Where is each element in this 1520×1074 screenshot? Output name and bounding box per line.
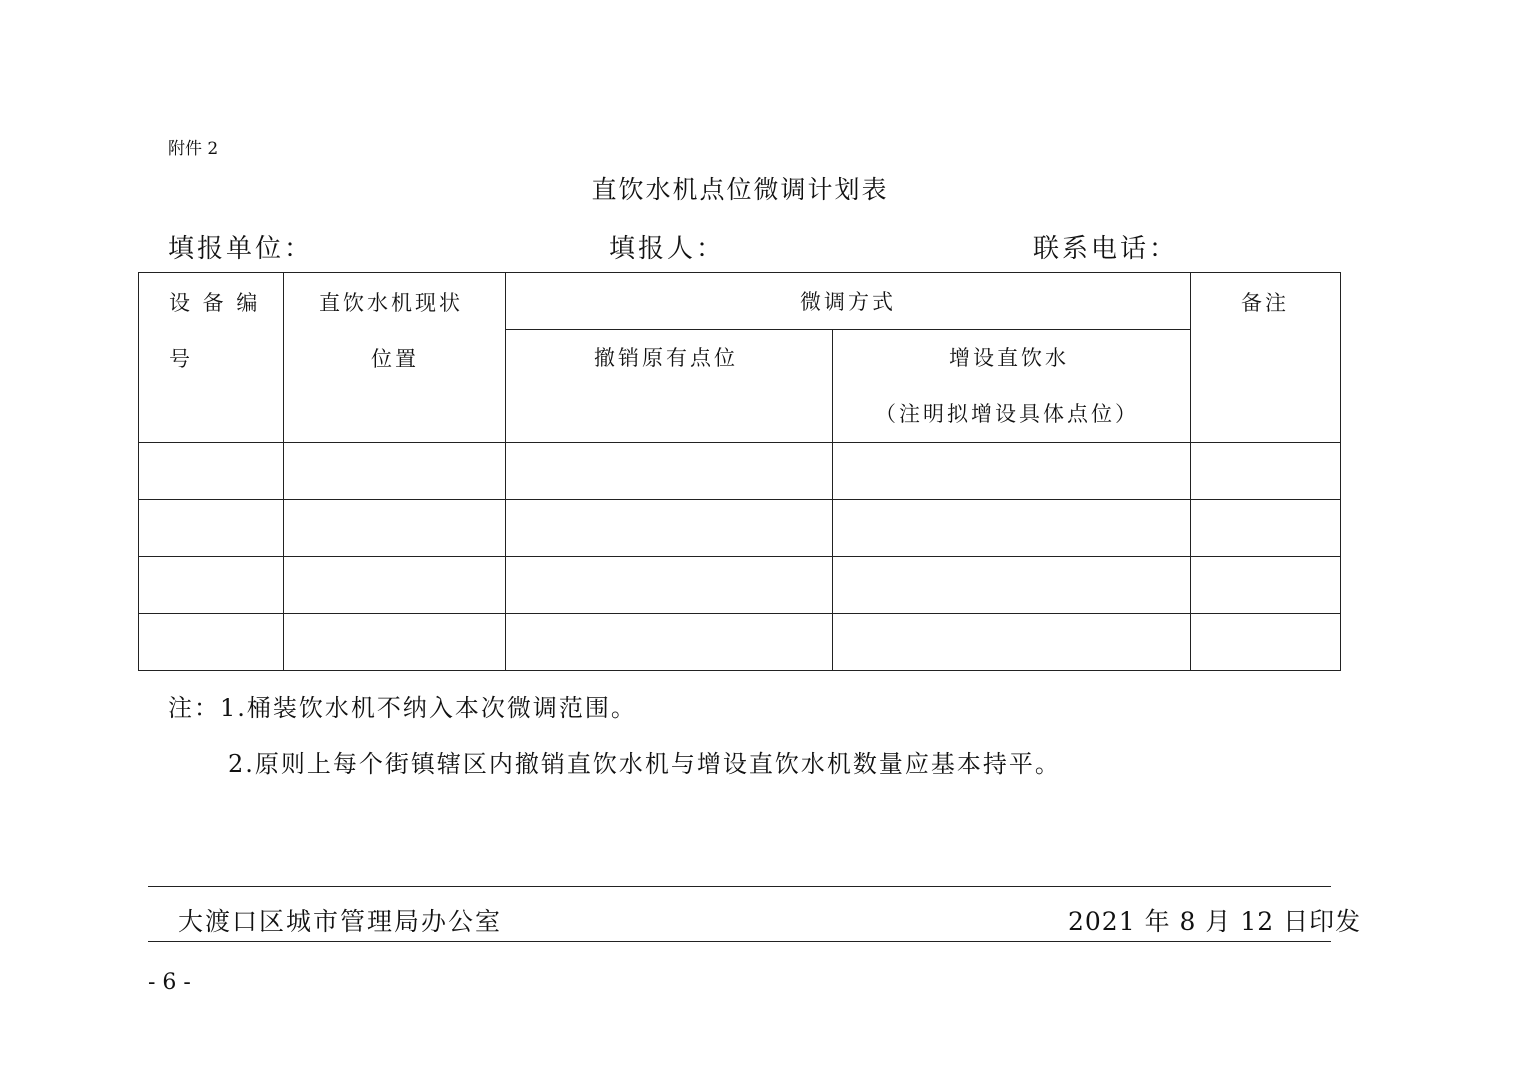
header-device-id-line2: 号 bbox=[169, 347, 193, 371]
fill-person-label: 填报人： bbox=[609, 234, 726, 264]
table-cell[interactable] bbox=[284, 443, 506, 500]
header-add-point bbox=[833, 330, 1191, 443]
header-adjust-method: 微调方式 bbox=[506, 273, 1191, 330]
table-row bbox=[139, 614, 1341, 671]
table-cell[interactable] bbox=[139, 557, 284, 614]
header-cancel-text: 撤销原有点位 bbox=[594, 346, 738, 370]
table-cell[interactable] bbox=[506, 614, 833, 671]
table-cell[interactable] bbox=[833, 443, 1191, 500]
table-cell[interactable] bbox=[833, 557, 1191, 614]
header-device-id bbox=[139, 273, 284, 443]
table-cell[interactable] bbox=[1191, 614, 1341, 671]
footer-bottom-rule bbox=[148, 941, 1331, 942]
header-device-id-line1: 设 备 编 bbox=[169, 291, 261, 315]
table-cell[interactable] bbox=[139, 443, 284, 500]
table-cell[interactable] bbox=[284, 614, 506, 671]
table-cell[interactable] bbox=[833, 614, 1191, 671]
header-remark bbox=[1191, 273, 1341, 443]
header-location-line2: 位置 bbox=[371, 347, 419, 371]
table-cell[interactable] bbox=[284, 500, 506, 557]
table-row bbox=[139, 443, 1341, 500]
table-cell[interactable] bbox=[506, 557, 833, 614]
table-cell[interactable] bbox=[1191, 557, 1341, 614]
table-row bbox=[139, 557, 1341, 614]
table-cell[interactable] bbox=[139, 500, 284, 557]
table-cell[interactable] bbox=[284, 557, 506, 614]
page-number: - 6 - bbox=[148, 970, 191, 995]
header-cancel-point bbox=[506, 330, 833, 443]
table-cell[interactable] bbox=[1191, 500, 1341, 557]
adjustment-plan-table bbox=[138, 272, 1341, 671]
header-add-line1: 增设直饮水 bbox=[949, 346, 1069, 370]
header-current-location bbox=[284, 273, 506, 443]
header-add-line2: （注明拟增设具体点位） bbox=[875, 402, 1139, 426]
table-cell[interactable] bbox=[833, 500, 1191, 557]
note-1: 注：1.桶装饮水机不纳入本次微调范围。 bbox=[168, 694, 637, 722]
footer-top-rule bbox=[148, 886, 1331, 887]
fill-unit-label: 填报单位： bbox=[168, 234, 314, 264]
header-remark-text: 备注 bbox=[1241, 291, 1289, 315]
header-location-line1: 直饮水机现状 bbox=[319, 291, 463, 315]
table-cell[interactable] bbox=[506, 500, 833, 557]
table-cell[interactable] bbox=[139, 614, 284, 671]
issuing-office: 大渡口区城市管理局办公室 bbox=[178, 907, 503, 936]
fill-phone-label: 联系电话： bbox=[1033, 234, 1179, 264]
issue-date: 2021 年 8 月 12 日印发 bbox=[1068, 907, 1362, 936]
table-cell[interactable] bbox=[1191, 443, 1341, 500]
page-title: 直饮水机点位微调计划表 bbox=[591, 175, 889, 204]
table-cell[interactable] bbox=[506, 443, 833, 500]
table-row bbox=[139, 500, 1341, 557]
note-2: 2.原则上每个街镇辖区内撤销直饮水机与增设直饮水机数量应基本持平。 bbox=[228, 750, 1061, 778]
attachment-label: 附件 2 bbox=[168, 139, 219, 159]
